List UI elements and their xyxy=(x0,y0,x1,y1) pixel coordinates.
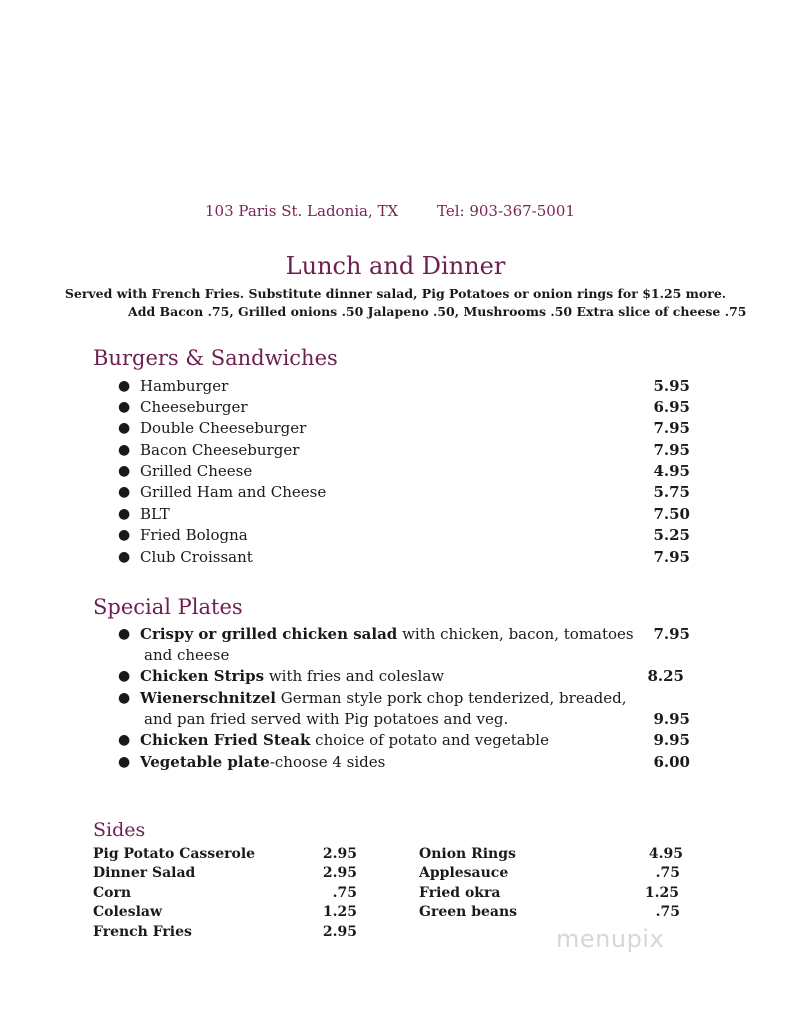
side-name: Pig Potato Casserole xyxy=(93,846,256,862)
burgers-list xyxy=(118,376,718,576)
menupix-watermark: menupix xyxy=(556,925,665,953)
section-title-sides: Sides xyxy=(93,819,146,841)
item-name: Chicken Strips xyxy=(140,667,265,685)
item-name: Vegetable plate xyxy=(140,753,270,771)
item-price: 6.95 xyxy=(653,398,690,416)
side-name: Coleslaw xyxy=(93,904,163,920)
menu-subtitle-addons: Add Bacon .75, Grilled onions .50 Jalapeno .50, Mushrooms .50 Extra slice of cheese .75 xyxy=(128,304,747,319)
restaurant-address: 103 Paris St. Ladonia, TX xyxy=(205,202,399,220)
bullet-icon: ● xyxy=(118,484,131,500)
section-title-special-plates: Special Plates xyxy=(93,595,243,619)
bullet-icon: ● xyxy=(118,442,131,458)
bullet-icon: ● xyxy=(118,420,131,436)
item-price: 5.95 xyxy=(653,377,690,395)
item-price: 8.25 xyxy=(647,667,684,685)
item-name: Wienerschnitzel xyxy=(140,689,276,707)
bullet-icon: ● xyxy=(118,378,131,394)
bullet-icon: ● xyxy=(118,668,131,684)
bullet-icon: ● xyxy=(118,690,131,706)
item-name: Double Cheeseburger xyxy=(140,419,307,437)
bullet-icon: ● xyxy=(118,732,131,748)
side-price: .75 xyxy=(655,904,680,920)
item-name: Grilled Cheese xyxy=(140,462,253,480)
side-price: .75 xyxy=(332,885,357,901)
item-price: 5.25 xyxy=(653,526,690,544)
item-name: Club Croissant xyxy=(140,548,253,566)
side-name: French Fries xyxy=(93,924,192,940)
side-name: Green beans xyxy=(419,904,518,920)
item-price: 7.95 xyxy=(653,419,690,437)
item-price: 6.00 xyxy=(653,753,690,771)
side-price: .75 xyxy=(655,865,680,881)
item-name: Grilled Ham and Cheese xyxy=(140,483,327,501)
side-name: Fried okra xyxy=(419,885,501,901)
side-name: Corn xyxy=(93,885,132,901)
item-price: 7.95 xyxy=(653,625,690,643)
bullet-icon: ● xyxy=(118,463,131,479)
item-price: 9.95 xyxy=(653,731,690,749)
bullet-icon: ● xyxy=(118,527,131,543)
side-price: 1.25 xyxy=(322,904,357,920)
item-name: Fried Bologna xyxy=(140,526,248,544)
special-plates-list xyxy=(118,624,718,784)
restaurant-phone: Tel: 903-367-5001 xyxy=(437,202,575,220)
bullet-icon: ● xyxy=(118,506,131,522)
item-price: 7.95 xyxy=(653,441,690,459)
item-text xyxy=(140,666,444,687)
section-title-burgers: Burgers & Sandwiches xyxy=(93,346,338,370)
item-price: 5.75 xyxy=(653,483,690,501)
side-name: Onion Rings xyxy=(419,846,516,862)
item-price: 7.95 xyxy=(653,548,690,566)
menu-subtitle-fries: Served with French Fries. Substitute dinner salad, Pig Potatoes or onion rings for $1.25 more. xyxy=(64,286,727,301)
item-price: 9.95 xyxy=(653,710,690,728)
side-price: 2.95 xyxy=(322,865,357,881)
header-contact xyxy=(0,202,791,222)
item-price: 4.95 xyxy=(653,462,690,480)
item-description: -choose 4 sides xyxy=(269,753,386,771)
side-name: Applesauce xyxy=(419,865,509,881)
menu-title: Lunch and Dinner xyxy=(285,252,506,280)
side-price: 1.25 xyxy=(644,885,679,901)
item-name: Hamburger xyxy=(140,377,229,395)
side-price: 2.95 xyxy=(322,846,357,862)
item-text xyxy=(140,688,626,709)
item-description-continued: and pan fried served with Pig potatoes and veg. xyxy=(144,710,509,728)
bullet-icon: ● xyxy=(118,549,131,565)
item-description: German style pork chop tenderized, breaded, xyxy=(275,689,627,707)
bullet-icon: ● xyxy=(118,399,131,415)
item-name: Chicken Fried Steak xyxy=(140,731,311,749)
item-name: Bacon Cheeseburger xyxy=(140,441,300,459)
item-price: 7.50 xyxy=(653,505,690,523)
item-description: with fries and coleslaw xyxy=(264,667,445,685)
item-name: Cheeseburger xyxy=(140,398,248,416)
item-name: BLT xyxy=(140,505,170,523)
bullet-icon: ● xyxy=(118,754,131,770)
bullet-icon: ● xyxy=(118,626,131,642)
side-price: 4.95 xyxy=(648,846,683,862)
side-price: 2.95 xyxy=(322,924,357,940)
side-name: Dinner Salad xyxy=(93,865,196,881)
item-name: Crispy or grilled chicken salad xyxy=(140,625,398,643)
item-description: choice of potato and vegetable xyxy=(310,731,549,749)
item-text xyxy=(140,624,634,645)
item-description: with chicken, bacon, tomatoes xyxy=(397,625,634,643)
item-text xyxy=(140,730,549,751)
item-description-continued: and cheese xyxy=(144,646,230,664)
item-text xyxy=(140,752,385,773)
